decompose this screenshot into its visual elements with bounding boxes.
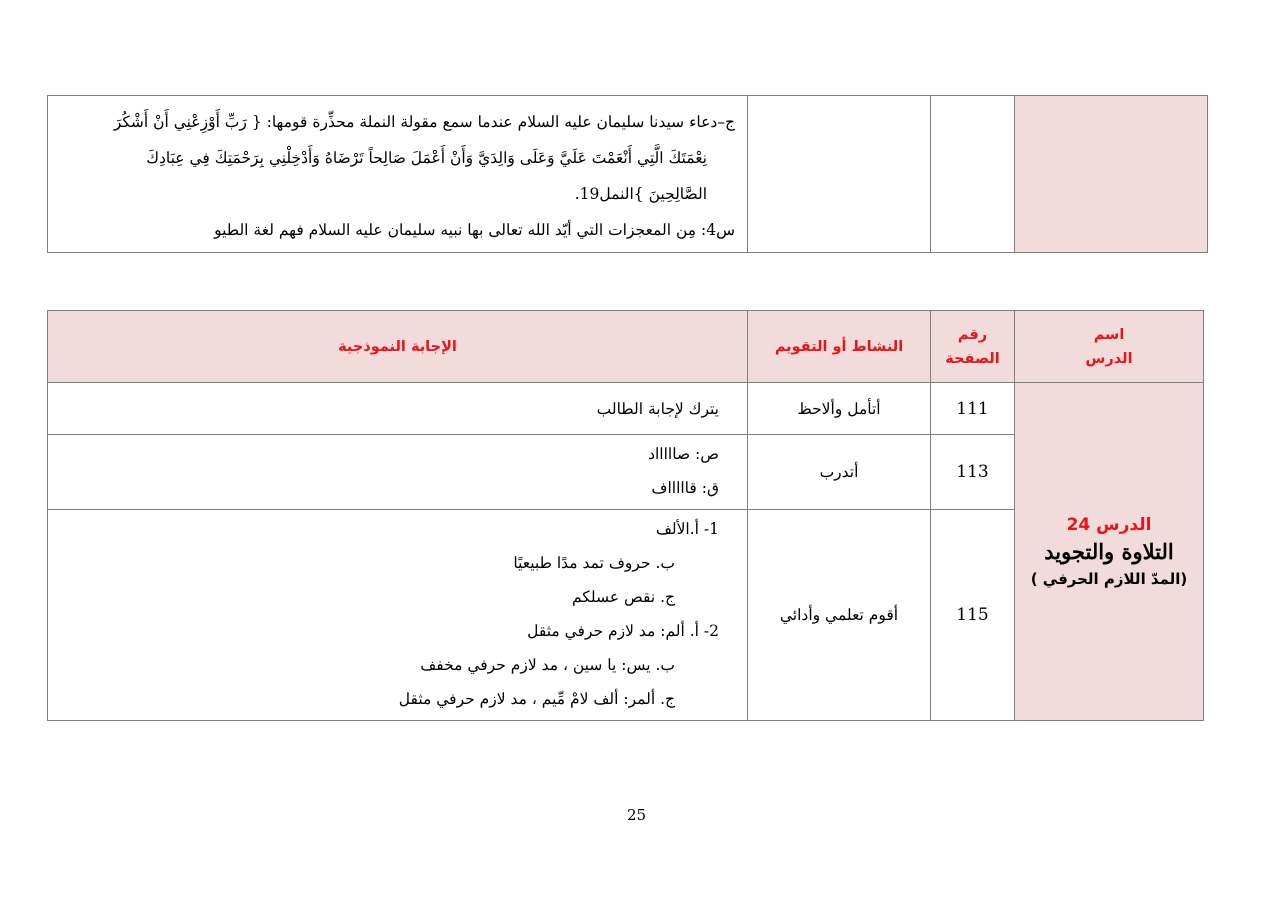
- page-number-cell: [931, 96, 1015, 253]
- answer-line: 2- أ. ألم: مد لازم حرفي مثقل: [527, 622, 719, 640]
- model-answer-cell: [48, 96, 748, 253]
- lesson-subtitle: (المدّ اللازم الحرفي ): [1030, 570, 1188, 588]
- header-activity: النشاط أو التقويم: [748, 311, 931, 383]
- activity-cell: أتأمل وألاحظ: [748, 383, 931, 435]
- table-row: [48, 96, 1208, 253]
- answer-line: س4: مِن المعجزات التي أيّد الله تعالى بها نبيه سليمان عليه السلام فهم لغة الطيو: [214, 221, 735, 239]
- answer-line: ج–دعاء سيدنا سليمان عليه السلام عندما سمع مقولة النملة محذِّرة قومها: { رَبِّ أَوْزِعْنِي أَنْ أَشْكُرَ: [113, 113, 735, 131]
- model-answer-cell: [48, 435, 748, 510]
- header-lesson-name: [1015, 311, 1204, 383]
- model-answer-cell: [48, 510, 748, 721]
- lesson-number: الدرس 24: [1066, 515, 1152, 535]
- answer-line: الصَّالِحِينَ }النمل19.: [574, 185, 707, 203]
- header-page-number: [931, 311, 1015, 383]
- activity-cell: أقوم تعلمي وأدائي: [748, 510, 931, 721]
- answer-line: ج. نقص عسلكم: [571, 588, 675, 606]
- page-number-cell: 113: [931, 435, 1015, 510]
- answer-line: يترك لإجابة الطالب: [596, 399, 719, 418]
- header-model-answer: الإجابة النموذجية: [48, 311, 748, 383]
- answer-line: ب. حروف تمد مدًا طبيعيًا: [513, 554, 675, 572]
- answer-line: نِعْمَتَكَ الَّتِي أَنْعَمْتَ عَلَيَّ وَعَلَى وَالِدَيَّ وَأَنْ أَعْمَلَ صَالِحاً تَرْضَاهُ وَأَدْخِلْنِي بِرَحْمَتِكَ فِي عِبَادِكَ: [146, 149, 707, 167]
- answer-line: ق: قاااااف: [651, 479, 719, 497]
- model-answer-cell: [48, 383, 748, 435]
- header-text: اسم: [1093, 326, 1125, 343]
- answer-line: ب. يس: يا سين ، مد لازم حرفي مخفف: [420, 656, 675, 674]
- answer-line: ج. ألمر: ألف لامْ مِّيم ، مد لازم حرفي مثقل: [398, 690, 675, 708]
- lesson-table: [47, 310, 1204, 721]
- lesson-title: التلاوة والتجويد: [1044, 539, 1174, 564]
- page-number: 25: [626, 806, 647, 824]
- activity-cell: [748, 96, 931, 253]
- lesson-cell: [1015, 383, 1204, 721]
- lesson-name-cell: [1015, 96, 1208, 253]
- answer-line: 1- أ.الألف: [655, 520, 719, 538]
- page-number-cell: 115: [931, 510, 1015, 721]
- header-text: رقم: [957, 326, 988, 343]
- table-row: [48, 383, 1204, 435]
- header-text: الدرس: [1085, 350, 1133, 367]
- header-row: [48, 311, 1204, 383]
- continuation-table: [47, 95, 1208, 253]
- page-number-cell: 111: [931, 383, 1015, 435]
- activity-cell: أتدرب: [748, 435, 931, 510]
- header-text: الصفحة: [945, 350, 1000, 367]
- answer-line: ص: صاااااد: [648, 445, 719, 463]
